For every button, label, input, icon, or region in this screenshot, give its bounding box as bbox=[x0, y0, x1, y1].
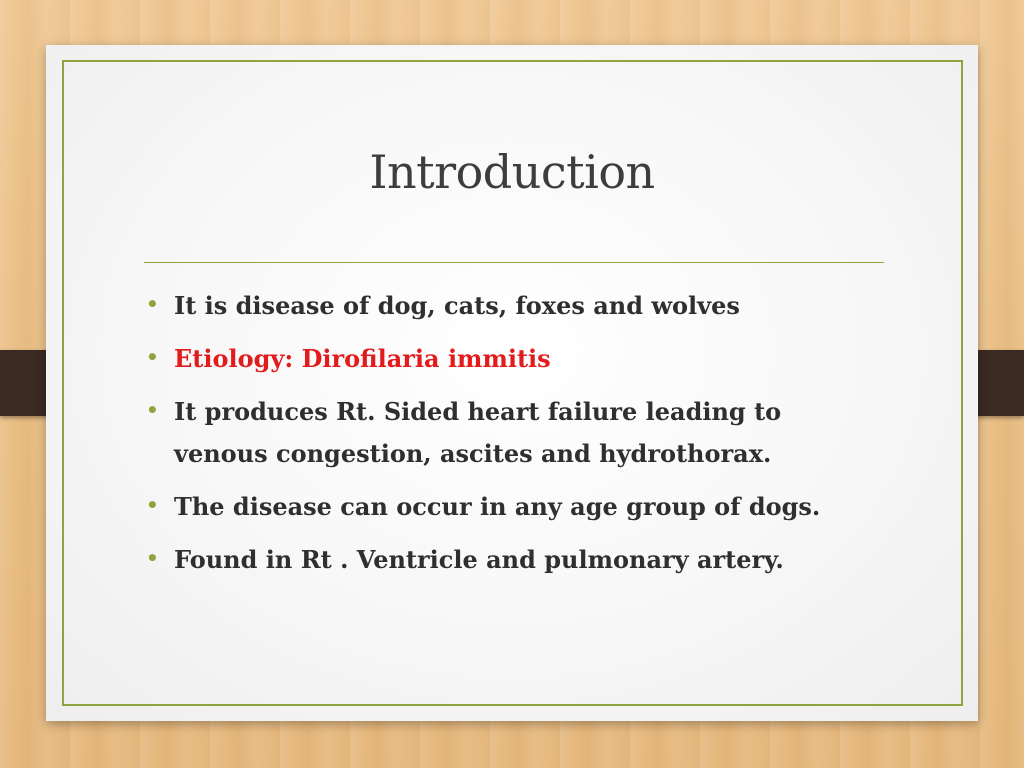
bullet-dot-icon: • bbox=[146, 292, 159, 316]
bullet-text: It produces Rt. Sided heart failure leading to venous congestion, ascites and hydrothorax. bbox=[174, 397, 782, 468]
bullet-item bbox=[146, 539, 866, 581]
bullet-text: The disease can occur in any age group of dogs. bbox=[174, 492, 821, 521]
bullet-item bbox=[146, 391, 866, 475]
slide-title: Introduction bbox=[369, 145, 655, 199]
title-divider bbox=[144, 262, 884, 263]
bullet-dot-icon: • bbox=[146, 398, 159, 422]
bullet-dot-icon: • bbox=[146, 493, 159, 517]
slide-card bbox=[46, 45, 978, 721]
bullet-text: Found in Rt . Ventricle and pulmonary artery. bbox=[174, 545, 784, 574]
bullet-list bbox=[146, 285, 866, 592]
bullet-item bbox=[146, 486, 866, 528]
bullet-dot-icon: • bbox=[146, 345, 159, 369]
bullet-text: Etiology: Dirofilaria immitis bbox=[174, 344, 551, 373]
bullet-text: It is disease of dog, cats, foxes and wolves bbox=[174, 291, 740, 320]
bullet-item-etiology bbox=[146, 338, 866, 380]
bullet-item bbox=[146, 285, 866, 327]
bullet-dot-icon: • bbox=[146, 546, 159, 570]
